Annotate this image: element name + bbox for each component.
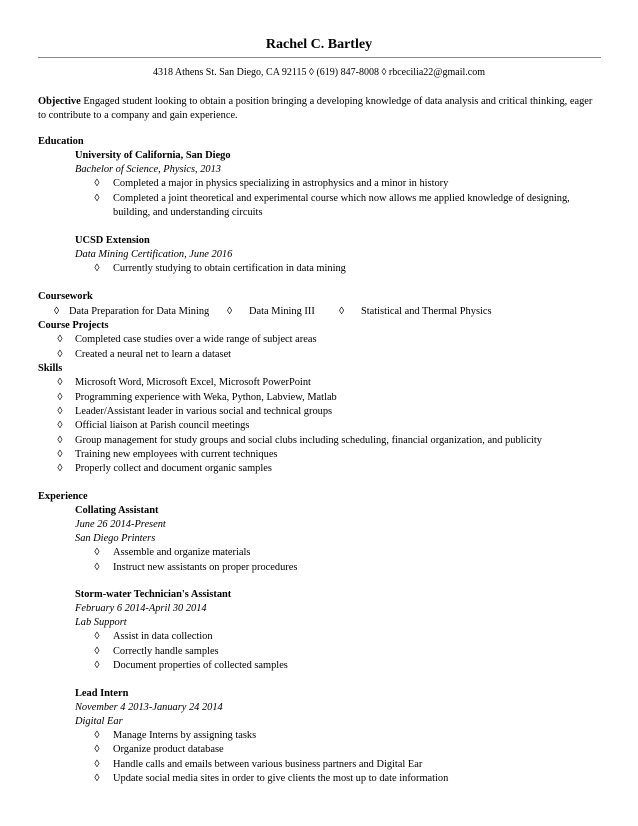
contact-line: 4318 Athens St. San Diego, CA 92115 ◊ (619) 847-8008 ◊ rbcecilia22@gmail.com	[152, 67, 486, 78]
diamond-bullet-icon: ◊	[94, 773, 100, 784]
diamond-bullet-icon: ◊	[57, 334, 63, 345]
diamond-bullet-icon: ◊	[94, 547, 100, 558]
coursework-heading: Coursework	[38, 291, 93, 302]
education-heading: Education	[38, 136, 84, 147]
objective-section	[38, 95, 601, 123]
list-item: Data Mining III	[249, 306, 315, 317]
diamond-bullet-icon: ◊	[227, 306, 233, 317]
school-degree: Bachelor of Science, Physics, 2013	[75, 164, 222, 175]
diamond-bullet-icon: ◊	[57, 377, 63, 388]
diamond-bullet-icon: ◊	[57, 435, 63, 446]
diamond-bullet-icon: ◊	[54, 306, 60, 317]
diamond-bullet-icon: ◊	[57, 392, 63, 403]
objective-text-line2: to contribute to a company and gain experience.	[38, 110, 238, 122]
objective-text-line1: Engaged student looking to obtain a position bringing a developing knowledge of data analysis and critical thinking, eager	[83, 96, 593, 107]
job-title: Lead Intern	[75, 688, 129, 699]
diamond-bullet-icon: ◊	[57, 449, 63, 460]
school-degree: Data Mining Certification, June 2016	[75, 249, 233, 260]
candidate-name: Rachel C. Bartley	[265, 37, 373, 52]
job-company: Digital Ear	[75, 716, 123, 727]
diamond-bullet-icon: ◊	[94, 562, 100, 573]
diamond-bullet-icon: ◊	[339, 306, 345, 317]
diamond-bullet-icon: ◊	[94, 263, 100, 274]
job-title: Storm-water Technician's Assistant	[75, 589, 232, 600]
diamond-bullet-icon: ◊	[94, 759, 100, 770]
job-dates: June 26 2014-Present	[75, 519, 166, 530]
school-name: UCSD Extension	[75, 235, 150, 246]
diamond-bullet-icon: ◊	[57, 463, 63, 474]
diamond-bullet-icon: ◊	[94, 178, 100, 189]
resume-page: Rachel C. Bartley 4318 Athens St. San Diego, CA 92115 ◊ (619) 847-8008 ◊ rbcecilia22@gmail.com Objective Engaged student looking to obtain a position bringing a developing knowledge of data analysis and critical thinking, eager to contribute to a company and gain experience. Education University of California, San Diego Bachelor of Science, Physics, 2013 ◊ Completed a major in physics specializing in astrophysics and a minor in history ◊ Completed a joint theoretical and experimental course which now allows me applied knowledge of designing, building, and understanding circuits UCSD Extension Data Mining Certification, June 2016 ◊ Currently studying to obtain certification in data mining Coursework ◊ Data Preparation for Data Mining ◊ Data Mining III ◊ Statistical and Thermal Physics Course Projects ◊ Completed case studies over a wide range of subject areas ◊ Created a neural net to learn a dataset Skills ◊ Microsoft Word, Microsoft Excel, Microsoft PowerPoint ◊ Programming experience with Weka, Python, Labview, Matlab ◊ Leader/Assistant leader in various social and technical groups ◊ Official liaison at Parish council meetings ◊ Group management for study groups and social clubs including scheduling, financial organization, and publicity ◊ Training new employees with current techniques ◊ Properly collect and document organic samples Experience Collating Assistant June 26 2014-Present San Diego Printers ◊ Assemble and organize materials ◊ Instruct new assistants on proper procedures Storm-water Technician's Assistant February 6 2014-April 30 2014 Lab Support ◊ Assist in data collection ◊ Correctly handle samples ◊ Document properties of collected samples Lead Intern November 4 2013-January 24 2014 Digital Ear ◊ Manage Interns by assigning tasks ◊ Organize product database ◊ Handle calls and emails between various business partners and Digital Ear ◊ Update social media sites in order to give clients the most up to date information	[0, 0, 638, 826]
diamond-bullet-icon: ◊	[57, 349, 63, 360]
diamond-bullet-icon: ◊	[94, 660, 100, 671]
job-company: Lab Support	[75, 617, 127, 628]
diamond-bullet-icon: ◊	[94, 631, 100, 642]
job-title: Collating Assistant	[75, 505, 159, 516]
diamond-bullet-icon: ◊	[94, 744, 100, 755]
list-item: Statistical and Thermal Physics	[361, 306, 492, 317]
experience-heading: Experience	[38, 491, 88, 502]
skills-heading: Skills	[38, 363, 63, 374]
diamond-bullet-icon: ◊	[57, 420, 63, 431]
projects-heading: Course Projects	[38, 320, 109, 331]
diamond-bullet-icon: ◊	[57, 406, 63, 417]
diamond-bullet-icon: ◊	[94, 730, 100, 741]
school-name: University of California, San Diego	[75, 150, 231, 161]
job-dates: November 4 2013-January 24 2014	[75, 702, 223, 713]
job-dates: February 6 2014-April 30 2014	[75, 603, 207, 614]
diamond-bullet-icon: ◊	[94, 646, 100, 657]
job-company: San Diego Printers	[75, 533, 156, 544]
diamond-bullet-icon: ◊	[94, 193, 100, 204]
header-rule	[38, 57, 601, 58]
objective-label: Objective	[38, 96, 81, 107]
list-item: Data Preparation for Data Mining	[69, 306, 210, 317]
